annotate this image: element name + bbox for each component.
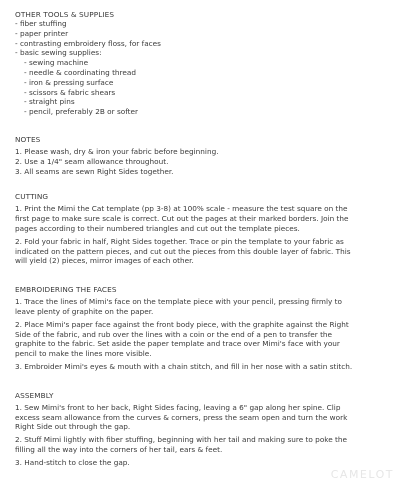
cutting-step-1-line: 1. Print the Mimi the Cat template (pp 3-8) at 100% scale - measure the test square on the	[15, 204, 348, 214]
instructions-page	[15, 10, 393, 471]
tools-item: - fiber stuffing	[15, 19, 67, 28]
embroidering-section	[15, 285, 393, 372]
assembly-heading: ASSEMBLY	[15, 390, 54, 400]
tools-item: - basic sewing supplies:	[15, 48, 102, 58]
embroidering-step-2-line: Side of the fabric, and rub over the lines with a coin or the end of a pen to transfer the	[15, 329, 333, 339]
assembly-step-3-line: 3. Hand-stitch to close the gap.	[15, 457, 130, 467]
assembly-step-1-line: Right Side out through the gap.	[15, 422, 131, 432]
embroidering-step-1	[15, 297, 393, 317]
embroidering-step-2	[15, 320, 393, 359]
assembly-step-2-line: 2. Stuff Mimi lightly with fiber stuffing, beginning with her tail and making sure to poke the	[15, 435, 348, 445]
tools-item: - paper printer	[15, 28, 69, 38]
tools-heading: OTHER TOOLS & SUPPLIES	[15, 10, 115, 19]
embroidering-step-2-line: graphite to the fabric. Set aside the paper template and trace over Mimi's face with your	[15, 339, 340, 349]
note-item: 2. Use a 1/4" seam allowance throughout.	[15, 156, 169, 166]
cutting-step-1	[15, 204, 393, 233]
cutting-step-2-line: 2. Fold your fabric in half, Right Sides together. Trace or pin the template to your fabric as	[15, 236, 344, 246]
tools-item: - contrasting embroidery floss, for faces	[15, 38, 161, 48]
cutting-heading: CUTTING	[15, 192, 49, 202]
cutting-step-2-line: will yield (2) pieces, mirror images of each other.	[15, 256, 194, 266]
sewing-supply-item: - needle & coordinating thread	[24, 67, 136, 77]
embroidering-step-3-line: 3. Embroider Mimi's eyes & mouth with a chain stitch, and fill in her nose with a satin stitch.	[15, 361, 353, 371]
sewing-supply-item: - iron & pressing surface	[24, 77, 114, 87]
sewing-supplies-list	[15, 58, 393, 117]
cutting-step-1-line: first page to make sure scale is correct. Cut out the pages at their marked borders. Join the	[15, 214, 349, 224]
notes-heading: NOTES	[15, 134, 41, 144]
cutting-section	[15, 192, 393, 266]
embroidering-step-1-line: leave plenty of graphite on the paper.	[15, 306, 154, 316]
embroidering-step-1-line: 1. Trace the lines of Mimi's face on the template piece with your pencil, pressing firmly to	[15, 297, 342, 307]
sewing-supply-item: - sewing machine	[24, 58, 89, 68]
notes-section	[15, 135, 393, 176]
assembly-step-1-line: 1. Sew Mimi's front to her back, Right Sides facing, leaving a 6" gap along her spine. Clip	[15, 402, 341, 412]
assembly-step-3	[15, 458, 393, 468]
cutting-step-1-line: pages according to their numbered triangles and cut out the template pieces.	[15, 223, 300, 233]
sewing-supply-item: - pencil, preferably 2B or softer	[24, 107, 138, 117]
embroidering-step-2-line: pencil to make the lines more visible.	[15, 349, 152, 359]
note-item: 1. Please wash, dry & iron your fabric before beginning.	[15, 146, 219, 156]
embroidering-heading: EMBROIDERING THE FACES	[15, 285, 117, 295]
assembly-step-1-line: excess seam allowance from the curves & corners, press the seam open and turn the work	[15, 412, 348, 422]
assembly-step-2-line: filling all the way into the corners of her tail, ears & feet.	[15, 444, 223, 454]
assembly-section	[15, 391, 393, 468]
note-item: 3. All seams are sewn Right Sides together.	[15, 166, 174, 176]
sewing-supply-item: - scissors & fabric shears	[24, 87, 116, 97]
sewing-supply-item: - straight pins	[24, 97, 75, 107]
watermark-logo: CAMELOT	[330, 468, 394, 481]
cutting-step-2-line: indicated on the pattern pieces, and cut out the pieces from this double layer of fabric. This	[15, 246, 351, 256]
embroidering-step-2-line: 2. Place Mimi's paper face against the front body piece, with the graphite against the Right	[15, 319, 349, 329]
assembly-step-2	[15, 435, 393, 455]
tools-section	[15, 10, 393, 117]
embroidering-step-3	[15, 362, 393, 372]
assembly-step-1	[15, 403, 393, 432]
cutting-step-2	[15, 237, 393, 266]
